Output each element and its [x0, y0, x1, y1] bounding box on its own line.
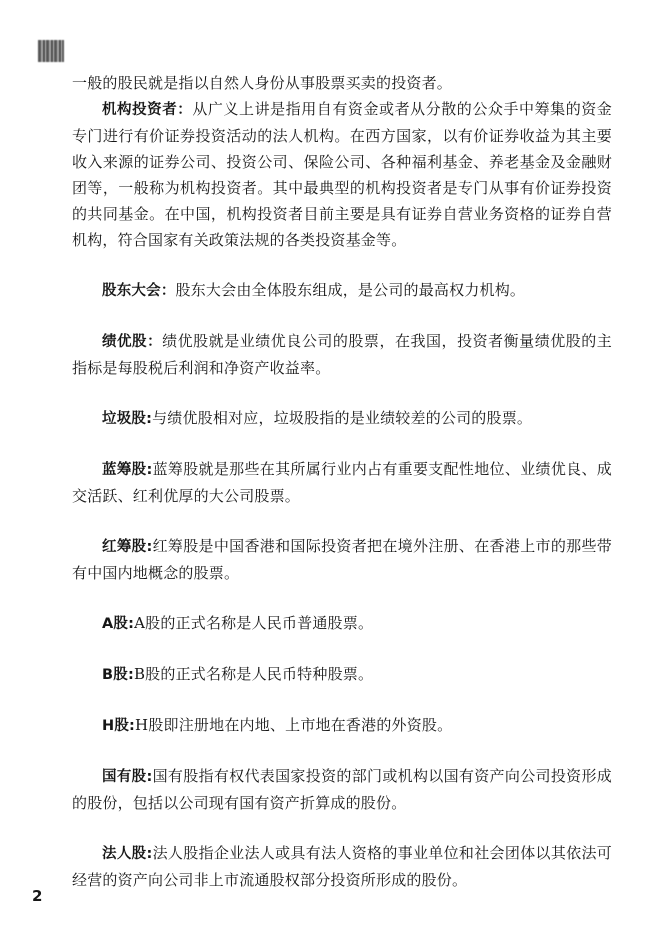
term-separator: : [129, 718, 136, 734]
term-separator: : [128, 616, 135, 632]
page-number: 2 [32, 887, 43, 905]
term-separator: : [146, 769, 153, 785]
entry-shareholders-meeting [72, 277, 612, 304]
term-separator: ： [177, 102, 193, 118]
entry-a-share [72, 610, 612, 637]
term-definition: 国有股指有权代表国家投资的部门或机构以国有资产向公司投资形成的股份，包括以公司现有国有资产折算成的股份。 [72, 767, 612, 812]
term-separator: ： [147, 334, 163, 350]
term-label: 股东大会 [102, 283, 161, 299]
term-definition: H股即注册地在内地、上市地在香港的外资股。 [135, 716, 453, 734]
term-definition: 法人股指企业法人或具有法人资格的事业单位和社会团体以其依法可经营的资产向公司非上市流通股权部分投资所形成的股份。 [72, 844, 612, 889]
term-label: 法人股 [102, 846, 147, 862]
entry-blue-chip-stock [72, 456, 612, 509]
entry-legal-person-share [72, 840, 612, 893]
entry-red-chip-stock [72, 533, 612, 586]
term-label: 红筹股 [102, 539, 147, 555]
term-definition: 与绩优股相对应，垃圾股指的是业绩较差的公司的股票。 [152, 409, 533, 427]
entry-b-share [72, 661, 612, 688]
term-label: 国有股 [102, 769, 147, 785]
term-label: H股 [102, 718, 130, 734]
term-definition: 股东大会由全体股东组成，是公司的最高权力机构。 [175, 281, 526, 299]
term-definition: 红筹股是中国香港和国际投资者把在境外注册、在香港上市的那些带有中国内地概念的股票。 [72, 537, 612, 582]
entry-junk-stock [72, 405, 612, 432]
entry-h-share [72, 712, 612, 739]
term-definition: 蓝筹股就是那些在其所属行业内占有重要支配性地位、业绩优良、成交活跃、红利优厚的大公司股票。 [72, 460, 612, 505]
term-label: A股 [102, 616, 129, 632]
entry-blue-chip-performance-stock [72, 328, 612, 381]
entry-state-owned-share [72, 763, 612, 816]
term-label: 机构投资者 [102, 102, 178, 118]
term-separator: : [127, 667, 134, 683]
term-separator: : [146, 411, 153, 427]
term-separator: ： [160, 283, 176, 299]
term-separator: : [146, 462, 153, 478]
page-content [72, 70, 612, 893]
intro-paragraph: 一般的股民就是指以自然人身份从事股票买卖的投资者。 [72, 74, 453, 92]
term-label: 垃圾股 [102, 411, 147, 427]
term-definition: 绩优股就是业绩优良公司的股票，在我国，投资者衡量绩优股的主指标是每股税后利润和净资产收益率。 [72, 332, 612, 377]
term-definition: A股的正式名称是人民币普通股票。 [134, 614, 374, 632]
scan-artifact-mark [38, 40, 64, 62]
entry-institutional-investor [72, 96, 612, 253]
term-label: 蓝筹股 [102, 462, 147, 478]
term-definition: 从广义上讲是指用自有资金或者从分散的公众手中筹集的资金专门进行有价证券投资活动的法人机构。在西方国家，以有价证券收益为其主要收入来源的证券公司、投资公司、保险公司、各种福利基金、养老基金及金融财团等，一般称为机构投资者。其中最典型的机构投资者是专门从事有价证券投资的共同基金。在中国，机构投资者目前主要是具有证券自营业务资格的证券自营机构，符合国家有关政策法规的各类投资基金等。 [72, 100, 613, 249]
term-definition: B股的正式名称是人民币特种股票。 [133, 665, 374, 683]
term-separator: : [146, 846, 153, 862]
term-separator: : [146, 539, 153, 555]
term-label: 绩优股 [102, 334, 148, 350]
term-label: B股 [102, 667, 128, 683]
